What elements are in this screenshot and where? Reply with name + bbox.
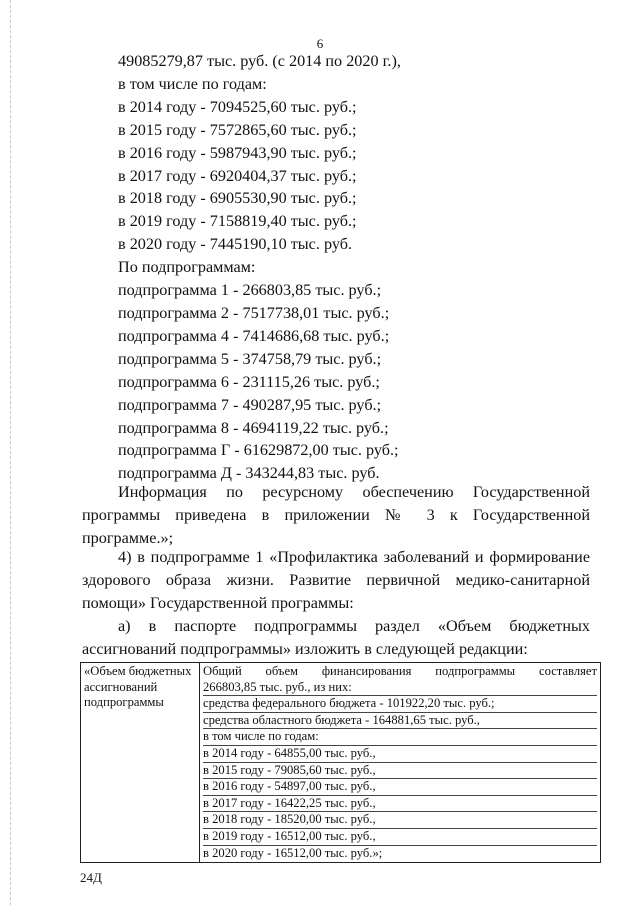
subprograms-heading: По подпрограммам:	[118, 258, 256, 277]
paragraph-line: Информация по ресурсному обеспечению Государственной	[118, 483, 590, 501]
item-a-paragraph	[82, 615, 590, 661]
paragraph-line: здорового образа жизни. Развитие первичной медико-санитарной	[82, 571, 590, 589]
funding-year-line: в 2017 году - 6920404,37 тыс. руб.;	[118, 166, 357, 185]
funding-total-line: 49085279,87 тыс. руб. (с 2014 по 2020 г.),	[118, 52, 401, 70]
funding-year-line: в 2014 году - 7094525,60 тыс. руб.;	[118, 97, 357, 116]
table-value-line: в 2016 году - 54897,00 тыс. руб.,	[203, 778, 597, 795]
page-number: 6	[316, 36, 324, 51]
table-value-line: средства областного бюджета - 164881,65 тыс. руб.,	[203, 712, 597, 729]
paragraph-line: программе.»;	[82, 529, 174, 547]
table-value-line: в 2019 году - 16512,00 тыс. руб.,	[203, 828, 597, 845]
footer-code: 24Д	[80, 870, 102, 885]
subprogram-line: подпрограмма Д - 343244,83 тыс. руб.	[118, 464, 380, 483]
subprogram-line: подпрограмма 2 - 7517738,01 тыс. руб.;	[118, 303, 390, 322]
subprogram-line: подпрограмма 5 - 374758,79 тыс. руб.;	[118, 349, 382, 368]
subprogram-line: подпрограмма 7 - 490287,95 тыс. руб.;	[118, 395, 382, 414]
table-value-line: в 2014 году - 64855,00 тыс. руб.,	[203, 745, 597, 762]
funding-years-heading: в том числе по годам:	[118, 74, 267, 93]
subprogram-line: подпрограмма 8 - 4694119,22 тыс. руб.;	[118, 418, 389, 437]
table-value-line: в 2020 году - 16512,00 тыс. руб.»;	[203, 845, 597, 862]
table-label-cell: «Объем бюджетных ассигнований подпрограммы	[81, 663, 200, 863]
table-value-cell	[200, 663, 601, 863]
paragraph-line: ассигнований подпрограммы» изложить в следующей редакции:	[82, 640, 528, 658]
subprogram-line: подпрограмма Г - 61629872,00 тыс. руб.;	[118, 441, 399, 460]
funding-year-line: в 2015 году - 7572865,60 тыс. руб.;	[118, 120, 357, 139]
table-value-line: 266803,85 тыс. руб., из них:	[203, 679, 352, 694]
funding-year-line: в 2018 году - 6905530,90 тыс. руб.;	[118, 189, 357, 208]
paragraph-line: помощи» Государственной программы:	[82, 594, 354, 612]
paragraph-line: 4) в подпрограмме 1 «Профилактика заболеваний и формирование	[118, 548, 590, 566]
table-value-line: в том числе по годам:	[203, 728, 597, 745]
funding-year-line: в 2019 году - 7158819,40 тыс. руб.;	[118, 212, 357, 231]
table-value-line: в 2017 году - 16422,25 тыс. руб.,	[203, 795, 597, 812]
funding-year-line: в 2020 году - 7445190,10 тыс. руб.	[118, 235, 352, 254]
funding-year-line: в 2016 году - 5987943,90 тыс. руб.;	[118, 143, 357, 162]
paragraph-line: программы приведена в приложении № 3 к Государственной	[82, 506, 590, 524]
item-4-paragraph	[82, 546, 590, 615]
table-value-line: в 2015 году - 79085,60 тыс. руб.,	[203, 762, 597, 779]
resource-info-paragraph	[82, 481, 590, 550]
funding-summary	[118, 50, 401, 485]
table-value-line: Общий объем финансирования подпрограммы составляет	[203, 664, 597, 678]
table-row	[81, 663, 601, 863]
subprogram-line: подпрограмма 6 - 231115,26 тыс. руб.;	[118, 372, 380, 391]
subprogram-line: подпрограмма 1 - 266803,85 тыс. руб.;	[118, 281, 382, 300]
subprogram-line: подпрограмма 4 - 7414686,68 тыс. руб.;	[118, 326, 390, 345]
table-value-line: в 2018 году - 18520,00 тыс. руб.,	[203, 811, 597, 828]
budget-allocation-table	[80, 662, 601, 863]
table-value-line: средства федерального бюджета - 101922,20 тыс. руб.;	[203, 695, 597, 712]
paragraph-line: а) в паспорте подпрограммы раздел «Объем бюджетных	[118, 617, 590, 635]
